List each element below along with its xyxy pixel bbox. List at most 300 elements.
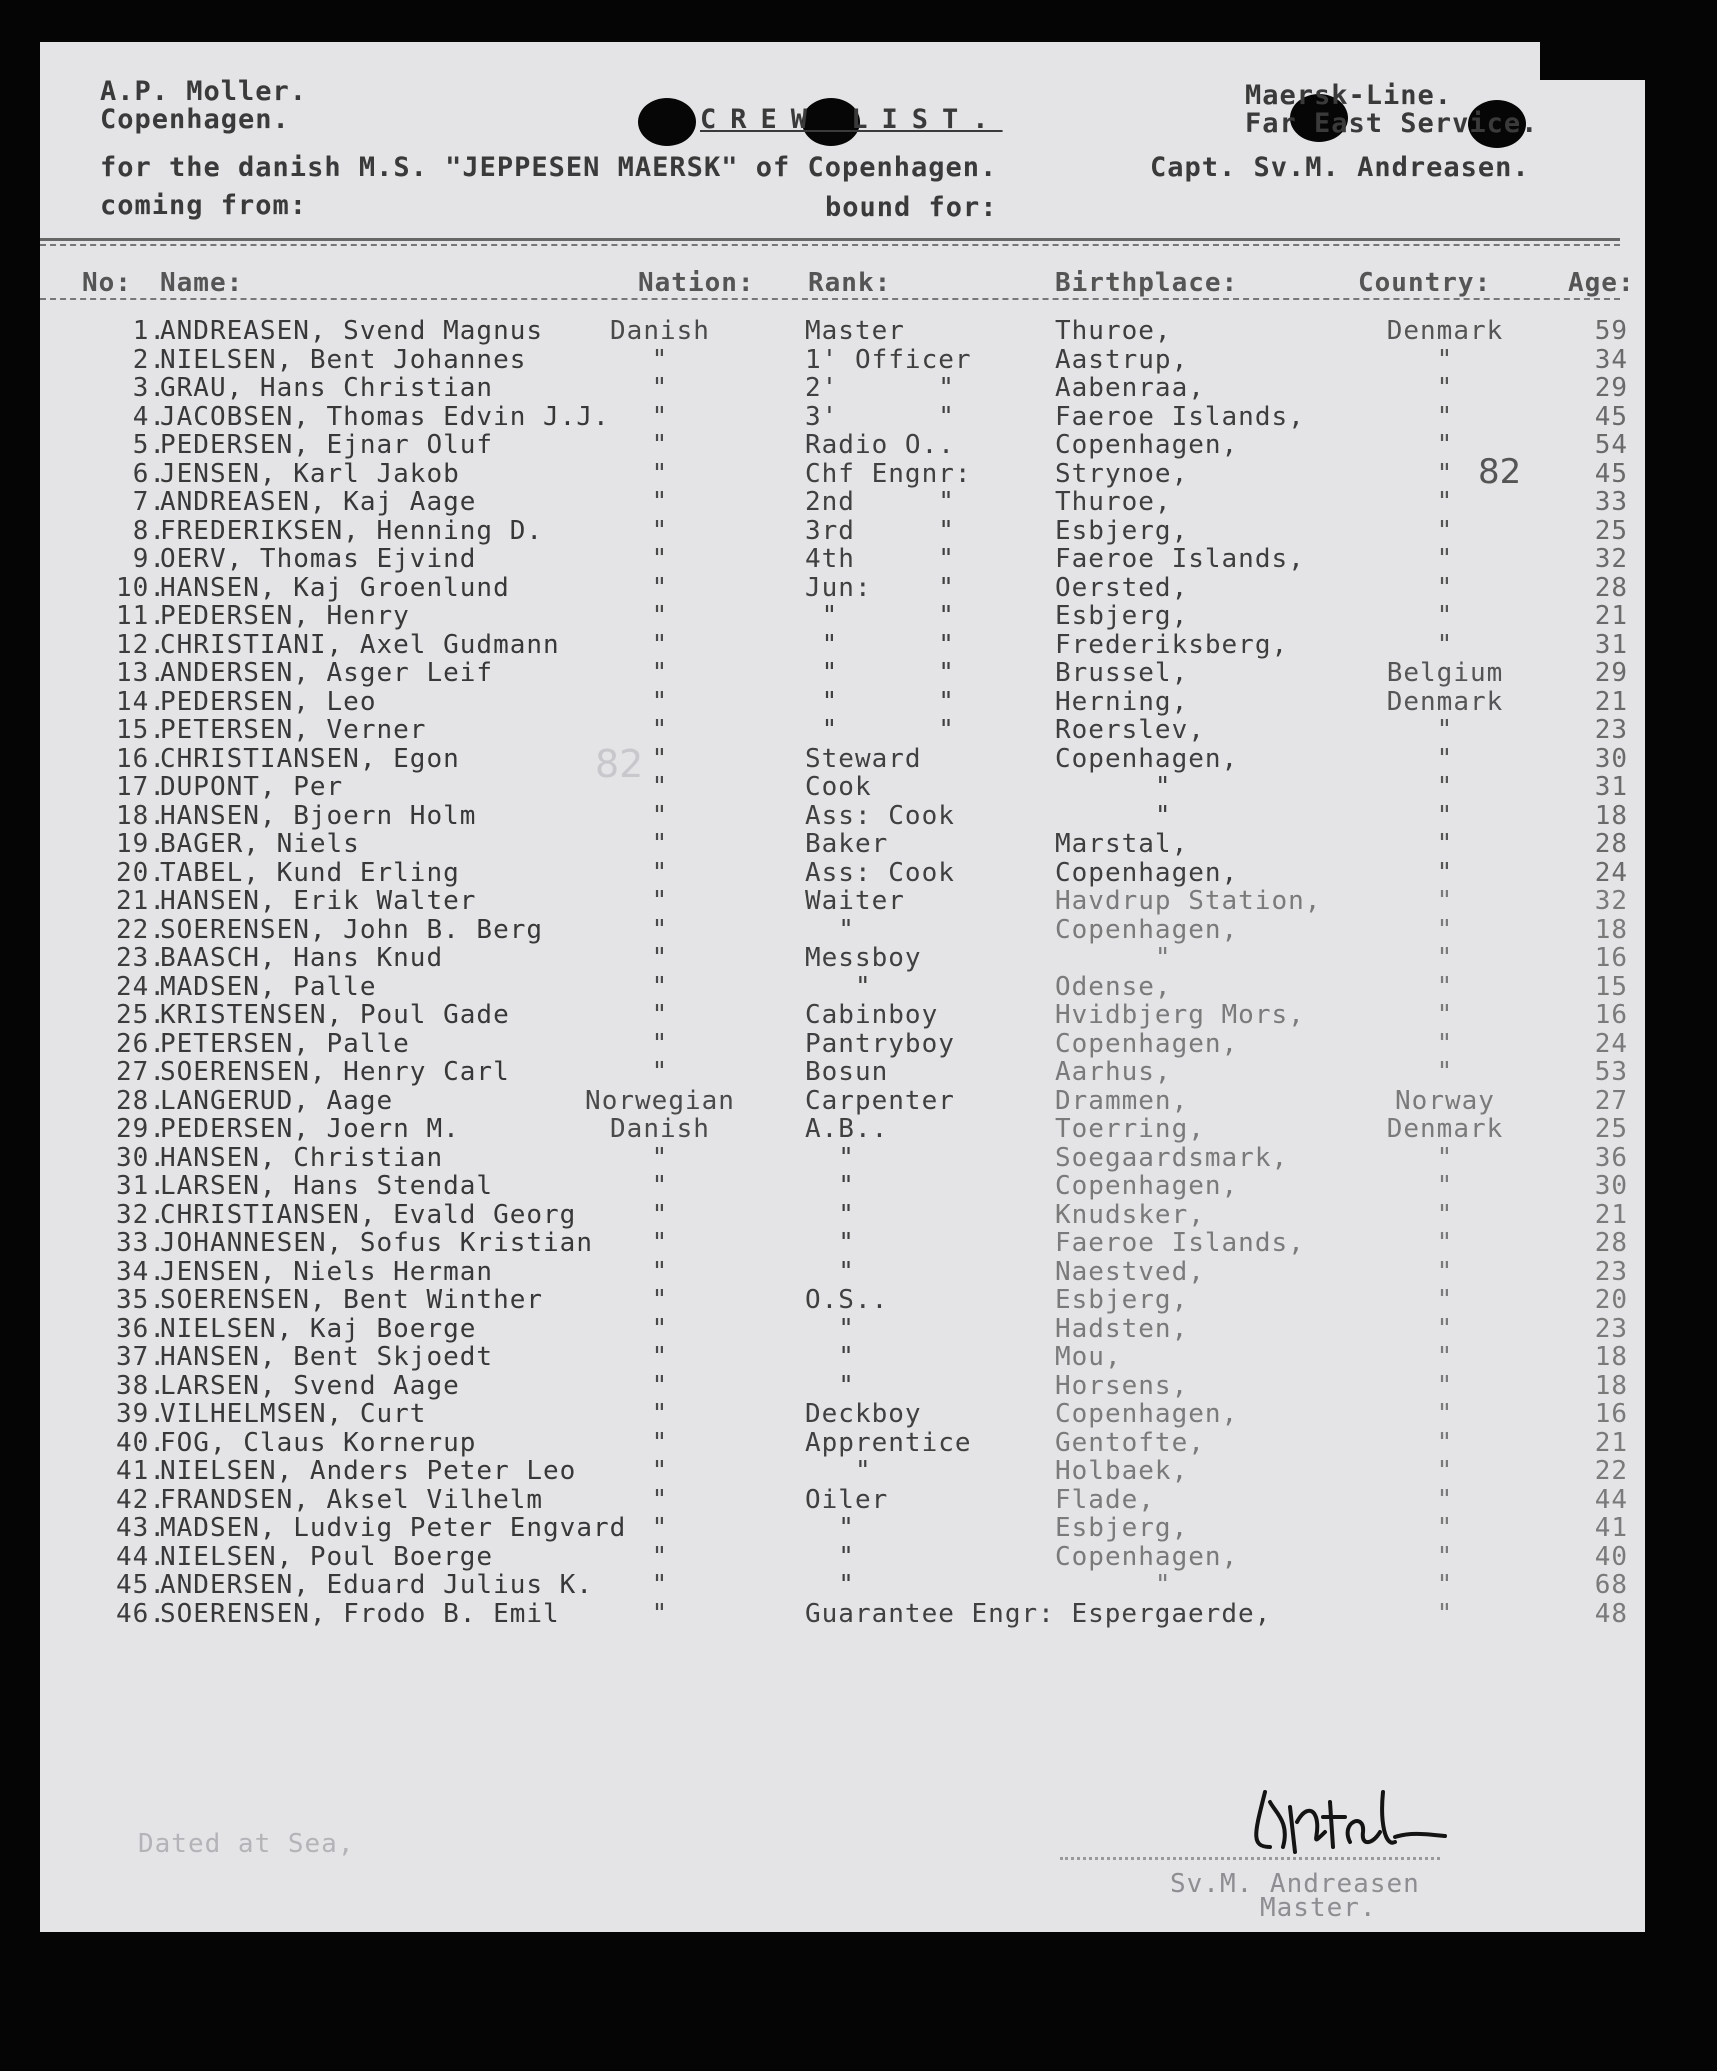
crew-name: JENSEN, Karl Jakob: [160, 458, 460, 489]
crew-age: 31: [1594, 629, 1628, 660]
crew-rank: ": [805, 1256, 855, 1287]
crew-age: 18: [1594, 800, 1628, 831]
crew-birthplace: Copenhagen,: [1055, 1399, 1239, 1429]
crew-nation: ": [651, 1456, 669, 1486]
crew-number: 4.: [132, 401, 166, 432]
crew-rank: Pantryboy: [805, 1028, 955, 1059]
crew-rank: 1' Officer: [805, 344, 972, 375]
crew-age: 30: [1594, 1171, 1628, 1201]
crew-name: DUPONT, Per: [160, 772, 344, 802]
crew-name: PEDERSEN, Henry: [160, 601, 410, 631]
crew-nation: Norwegian: [585, 1085, 735, 1116]
crew-age: 41: [1594, 1513, 1628, 1543]
crew-birthplace: Copenhagen,: [1055, 743, 1239, 774]
crew-age: 30: [1594, 743, 1628, 774]
crew-birthplace: Esbjerg,: [1055, 601, 1189, 631]
crew-name: KRISTENSEN, Poul Gade: [160, 1000, 510, 1030]
crew-age: 16: [1594, 943, 1628, 973]
crew-rank: ": [805, 1142, 855, 1173]
table-row: [40, 1570, 1645, 1598]
table-row: [40, 516, 1645, 544]
crew-birthplace: Toerring,: [1055, 1114, 1205, 1144]
crew-birthplace: Odense,: [1055, 971, 1172, 1002]
table-row: [40, 1342, 1645, 1370]
crew-country: ": [1436, 1570, 1454, 1600]
crew-country: Norway: [1395, 1085, 1495, 1116]
crew-country: ": [1436, 1142, 1454, 1173]
crew-number: 20.: [116, 857, 166, 888]
torn-corner: [1540, 42, 1645, 80]
table-row: [40, 459, 1645, 487]
crew-birthplace: Flade,: [1055, 1484, 1155, 1515]
crew-birthplace: Strynoe,: [1055, 458, 1189, 489]
handwritten-number: 82: [1478, 452, 1522, 492]
crew-number: 46.: [116, 1598, 166, 1629]
crew-number: 8.: [132, 515, 166, 546]
crew-nation: ": [651, 601, 669, 631]
table-row: [40, 316, 1645, 344]
table-row: [40, 801, 1645, 829]
crew-name: PEDERSEN, Leo: [160, 686, 377, 717]
document-title: CREW LIST.: [700, 104, 1003, 135]
crew-birthplace: Mou,: [1055, 1342, 1122, 1372]
crew-number: 15.: [116, 715, 166, 745]
crew-age: 23: [1594, 1313, 1628, 1344]
crew-country: Denmark: [1386, 316, 1504, 346]
crew-name: LARSEN, Svend Aage: [160, 1370, 460, 1401]
crew-age: 21: [1594, 686, 1628, 717]
crew-birthplace: Copenhagen,: [1055, 1028, 1239, 1059]
crew-name: MADSEN, Palle: [160, 971, 377, 1002]
crew-name: JOHANNESEN, Sofus Kristian: [160, 1228, 593, 1258]
crew-number: 19.: [116, 829, 166, 859]
crew-birthplace: Copenhagen,: [1055, 430, 1239, 460]
crew-number: 13.: [116, 658, 166, 688]
crew-name: JACOBSEN, Thomas Edvin J.J.: [160, 401, 610, 432]
crew-name: OERV, Thomas Ejvind: [160, 544, 477, 574]
crew-nation: ": [651, 1256, 669, 1287]
punch-hole: [638, 98, 696, 146]
table-row: [40, 1200, 1645, 1228]
crew-country: ": [1436, 743, 1454, 774]
table-row: [40, 1029, 1645, 1057]
crew-rank: ": [805, 1456, 872, 1486]
table-row: [40, 345, 1645, 373]
crew-birthplace: Aastrup,: [1055, 344, 1189, 375]
company-city: Copenhagen.: [100, 104, 290, 135]
table-row: [40, 1513, 1645, 1541]
crew-country: ": [1436, 629, 1454, 660]
company-name: A.P. Moller.: [100, 76, 308, 107]
stamp-number: 82: [595, 742, 644, 786]
table-row: [40, 858, 1645, 886]
bound-for-label: bound for:: [825, 192, 998, 223]
crew-number: 45.: [116, 1570, 166, 1600]
crew-name: PETERSEN, Palle: [160, 1028, 410, 1059]
crew-name: PEDERSEN, Ejnar Oluf: [160, 430, 494, 460]
crew-name: NIELSEN, Poul Boerge: [160, 1541, 494, 1572]
crew-nation: ": [651, 1057, 669, 1087]
crew-nation: ": [651, 914, 669, 945]
header-name: Name:: [160, 268, 244, 298]
crew-age: 18: [1594, 914, 1628, 945]
crew-number: 11.: [116, 601, 166, 631]
crew-country: ": [1436, 1171, 1454, 1201]
crew-country: ": [1436, 772, 1454, 802]
table-row: [40, 1257, 1645, 1285]
crew-age: 59: [1594, 316, 1628, 346]
crew-country: ": [1436, 1057, 1454, 1087]
crew-age: 48: [1594, 1598, 1628, 1629]
crew-nation: ": [651, 800, 669, 831]
crew-age: 45: [1594, 401, 1628, 432]
crew-country: ": [1436, 1199, 1454, 1230]
crew-country: ": [1436, 857, 1454, 888]
crew-rank: Jun: ": [805, 572, 955, 603]
crew-rank: ": [805, 1313, 855, 1344]
crew-country: ": [1436, 458, 1454, 489]
crew-number: 39.: [116, 1399, 166, 1429]
crew-number: 18.: [116, 800, 166, 831]
crew-rank: ": [805, 1199, 855, 1230]
crew-birthplace: ": [1055, 943, 1172, 973]
table-row: [40, 1456, 1645, 1484]
crew-rank: Baker: [805, 829, 889, 859]
crew-country: Belgium: [1386, 658, 1504, 688]
crew-rank: Ass: Cook: [805, 800, 955, 831]
crew-name: ANDREASEN, Kaj Aage: [160, 487, 477, 517]
crew-number: 31.: [116, 1171, 166, 1201]
crew-name: PETERSEN, Verner: [160, 715, 427, 745]
crew-rank: " ": [805, 629, 955, 660]
signature-image: [1245, 1762, 1475, 1862]
crew-age: 54: [1594, 430, 1628, 460]
crew-rank: Radio O..: [805, 430, 955, 460]
table-row: [40, 658, 1645, 686]
table-row: [40, 1371, 1645, 1399]
crew-name: MADSEN, Ludvig Peter Engvard: [160, 1513, 627, 1543]
crew-nation: ": [651, 544, 669, 574]
crew-name: CHRISTIANSEN, Evald Georg: [160, 1199, 577, 1230]
table-row: [40, 1057, 1645, 1085]
crew-name: SOERENSEN, Bent Winther: [160, 1285, 544, 1315]
crew-rank: 2' ": [805, 373, 955, 403]
crew-nation: ": [651, 857, 669, 888]
crew-country: ": [1436, 1342, 1454, 1372]
table-row: [40, 972, 1645, 1000]
table-row: [40, 630, 1645, 658]
crew-birthplace: Marstal,: [1055, 829, 1189, 859]
crew-nation: ": [651, 829, 669, 859]
table-row: [40, 1086, 1645, 1114]
crew-rank: Waiter: [805, 886, 905, 916]
crew-nation: ": [651, 344, 669, 375]
crew-rank: ": [805, 1570, 855, 1600]
crew-rank: " ": [805, 686, 955, 717]
crew-nation: ": [651, 886, 669, 916]
crew-country: ": [1436, 1484, 1454, 1515]
table-row: [40, 1143, 1645, 1171]
crew-rank: Messboy: [805, 943, 922, 973]
crew-nation: ": [651, 1171, 669, 1201]
crew-country: ": [1436, 1399, 1454, 1429]
crew-number: 1.: [132, 316, 166, 346]
crew-rank: 3rd ": [805, 515, 955, 546]
table-row: [40, 601, 1645, 629]
crew-nation: ": [651, 487, 669, 517]
crew-age: 20: [1594, 1285, 1628, 1315]
crew-country: Denmark: [1386, 1114, 1504, 1144]
crew-birthplace: Thuroe,: [1055, 316, 1172, 346]
crew-rank: 4th ": [805, 544, 955, 574]
crew-age: 23: [1594, 715, 1628, 745]
header-rule: [40, 238, 1620, 241]
crew-age: 21: [1594, 1199, 1628, 1230]
crew-name: VILHELMSEN, Curt: [160, 1399, 427, 1429]
crew-name: HANSEN, Kaj Groenlund: [160, 572, 510, 603]
column-headers: [40, 268, 1645, 296]
crew-birthplace: Faeroe Islands,: [1055, 544, 1305, 574]
crew-birthplace: Oersted,: [1055, 572, 1189, 603]
crew-nation: ": [651, 373, 669, 403]
crew-rank: 2nd ": [805, 487, 955, 517]
crew-rank: " ": [805, 715, 955, 745]
crew-name: JENSEN, Niels Herman: [160, 1256, 494, 1287]
signatory-title: Master.: [1260, 1893, 1377, 1923]
crew-name: PEDERSEN, Joern M.: [160, 1114, 460, 1144]
crew-country: ": [1436, 1228, 1454, 1258]
crew-birthplace: Soegaardsmark,: [1055, 1142, 1289, 1173]
crew-birthplace: Drammen,: [1055, 1085, 1189, 1116]
crew-name: HANSEN, Bjoern Holm: [160, 800, 477, 831]
table-row: [40, 1485, 1645, 1513]
crew-name: FRANDSEN, Aksel Vilhelm: [160, 1484, 544, 1515]
table-row: [40, 915, 1645, 943]
crew-country: ": [1436, 943, 1454, 973]
header-country: Country:: [1358, 268, 1492, 298]
crew-country: ": [1436, 1598, 1454, 1629]
crew-birthplace: Aabenraa,: [1055, 373, 1205, 403]
table-row: [40, 1599, 1645, 1627]
crew-name: GRAU, Hans Christian: [160, 373, 494, 403]
table-row: [40, 1228, 1645, 1256]
crew-rank: ": [805, 1370, 855, 1401]
crew-number: 25.: [116, 1000, 166, 1030]
header-rule: [40, 244, 1620, 246]
crew-number: 36.: [116, 1313, 166, 1344]
crew-nation: ": [651, 1313, 669, 1344]
crew-age: 27: [1594, 1085, 1628, 1116]
crew-country: ": [1436, 1028, 1454, 1059]
crew-country: ": [1436, 1285, 1454, 1315]
crew-birthplace: Horsens,: [1055, 1370, 1189, 1401]
crew-name: CHRISTIANSEN, Egon: [160, 743, 460, 774]
crew-rank: Cook: [805, 772, 872, 802]
crew-number: 23.: [116, 943, 166, 973]
crew-name: CHRISTIANI, Axel Gudmann: [160, 629, 560, 660]
table-row: [40, 1000, 1645, 1028]
crew-rank: O.S..: [805, 1285, 889, 1315]
crew-rank: Bosun: [805, 1057, 889, 1087]
crew-number: 40.: [116, 1427, 166, 1458]
crew-name: SOERENSEN, John B. Berg: [160, 914, 544, 945]
table-row: [40, 687, 1645, 715]
crew-birthplace: Copenhagen,: [1055, 1541, 1239, 1572]
crew-age: 29: [1594, 658, 1628, 688]
crew-number: 16.: [116, 743, 166, 774]
crew-country: ": [1436, 1000, 1454, 1030]
crew-nation: ": [651, 943, 669, 973]
crew-number: 32.: [116, 1199, 166, 1230]
crew-number: 38.: [116, 1370, 166, 1401]
crew-rank: " ": [805, 658, 955, 688]
crew-nation: ": [651, 1342, 669, 1372]
header-no: No:: [82, 268, 132, 298]
crew-name: SOERENSEN, Henry Carl: [160, 1057, 510, 1087]
crew-name: NIELSEN, Kaj Boerge: [160, 1313, 477, 1344]
crew-birthplace: ": [1055, 1570, 1172, 1600]
table-row: [40, 1399, 1645, 1427]
crew-birthplace: Hadsten,: [1055, 1313, 1189, 1344]
crew-age: 24: [1594, 857, 1628, 888]
coming-from-label: coming from:: [100, 190, 308, 221]
line-name: Maersk-Line.: [1245, 80, 1453, 111]
crew-rank: ": [805, 1171, 855, 1201]
crew-name: HANSEN, Bent Skjoedt: [160, 1342, 494, 1372]
table-row: [40, 886, 1645, 914]
crew-nation: ": [651, 1228, 669, 1258]
crew-age: 32: [1594, 544, 1628, 574]
crew-name: ANDERSEN, Eduard Julius K.: [160, 1570, 593, 1600]
crew-age: 36: [1594, 1142, 1628, 1173]
vessel-line: for the danish M.S. "JEPPESEN MAERSK" of Copenhagen.: [100, 152, 998, 183]
crew-age: 32: [1594, 886, 1628, 916]
crew-birthplace: Naestved,: [1055, 1256, 1205, 1287]
crew-age: 68: [1594, 1570, 1628, 1600]
crew-number: 17.: [116, 772, 166, 802]
crew-number: 24.: [116, 971, 166, 1002]
crew-birthplace: Aarhus,: [1055, 1057, 1172, 1087]
table-row: [40, 744, 1645, 772]
table-row: [40, 772, 1645, 800]
crew-age: 18: [1594, 1370, 1628, 1401]
crew-number: 28.: [116, 1085, 166, 1116]
header-nation: Nation:: [638, 268, 755, 298]
crew-age: 45: [1594, 458, 1628, 489]
crew-number: 33.: [116, 1228, 166, 1258]
crew-birthplace: Faeroe Islands,: [1055, 401, 1305, 432]
crew-nation: ": [651, 572, 669, 603]
crew-rank: 3' ": [805, 401, 955, 432]
crew-nation: ": [651, 743, 669, 774]
crew-nation: ": [651, 1028, 669, 1059]
crew-nation: ": [651, 1570, 669, 1600]
header-rank: Rank:: [808, 268, 892, 298]
crew-country: ": [1436, 829, 1454, 859]
crew-country: ": [1436, 430, 1454, 460]
crew-rank: Apprentice: [805, 1427, 972, 1458]
crew-birthplace: Esbjerg,: [1055, 515, 1189, 546]
crew-number: 27.: [116, 1057, 166, 1087]
crew-age: 40: [1594, 1541, 1628, 1572]
crew-birthplace: Copenhagen,: [1055, 914, 1239, 945]
crew-number: 29.: [116, 1114, 166, 1144]
crew-age: 24: [1594, 1028, 1628, 1059]
crew-name: NIELSEN, Anders Peter Leo: [160, 1456, 577, 1486]
crew-nation: ": [651, 686, 669, 717]
crew-nation: ": [651, 1399, 669, 1429]
header-age: Age:: [1568, 268, 1635, 298]
crew-age: 28: [1594, 829, 1628, 859]
crew-name: TABEL, Kund Erling: [160, 857, 460, 888]
crew-country: ": [1436, 373, 1454, 403]
service-name: Far East Service.: [1245, 108, 1539, 139]
crew-country: ": [1436, 1456, 1454, 1486]
crew-country: ": [1436, 800, 1454, 831]
crew-rank: ": [805, 971, 872, 1002]
crew-age: 34: [1594, 344, 1628, 375]
crew-age: 28: [1594, 572, 1628, 603]
crew-age: 25: [1594, 1114, 1628, 1144]
crew-number: 30.: [116, 1142, 166, 1173]
crew-nation: ": [651, 1000, 669, 1030]
crew-birthplace: Thuroe,: [1055, 487, 1172, 517]
crew-rank: Deckboy: [805, 1399, 922, 1429]
table-row: [40, 573, 1645, 601]
table-row: [40, 1285, 1645, 1313]
crew-age: 15: [1594, 971, 1628, 1002]
crew-country: ": [1436, 487, 1454, 517]
crew-nation: ": [651, 1598, 669, 1629]
crew-number: 2.: [132, 344, 166, 375]
crew-nation: ": [651, 971, 669, 1002]
crew-birthplace: Brussel,: [1055, 658, 1189, 688]
crew-nation: ": [651, 1427, 669, 1458]
crew-number: 21.: [116, 886, 166, 916]
column-rule: [40, 298, 1620, 300]
crew-number: 14.: [116, 686, 166, 717]
crew-name: BAASCH, Hans Knud: [160, 943, 444, 973]
crew-nation: ": [651, 1484, 669, 1515]
crew-age: 33: [1594, 487, 1628, 517]
crew-age: 29: [1594, 373, 1628, 403]
crew-rank: ": [805, 1228, 855, 1258]
crew-age: 21: [1594, 601, 1628, 631]
crew-number: 37.: [116, 1342, 166, 1372]
crew-number: 44.: [116, 1541, 166, 1572]
crew-number: 22.: [116, 914, 166, 945]
crew-nation: ": [651, 772, 669, 802]
crew-rank: Carpenter: [805, 1085, 955, 1116]
crew-country: ": [1436, 715, 1454, 745]
table-row: [40, 1542, 1645, 1570]
crew-nation: ": [651, 1199, 669, 1230]
crew-age: 44: [1594, 1484, 1628, 1515]
crew-birthplace: Gentofte,: [1055, 1427, 1205, 1458]
crew-rank: A.B..: [805, 1114, 889, 1144]
crew-rank: ": [805, 1342, 855, 1372]
crew-rank: Steward: [805, 743, 922, 774]
crew-nation: ": [651, 401, 669, 432]
crew-nation: Danish: [610, 316, 710, 346]
crew-name: LARSEN, Hans Stendal: [160, 1171, 494, 1201]
crew-number: 35.: [116, 1285, 166, 1315]
crew-nation: Danish: [610, 1114, 710, 1144]
crew-nation: ": [651, 629, 669, 660]
crew-country: ": [1436, 515, 1454, 546]
crew-number: 7.: [132, 487, 166, 517]
crew-number: 9.: [132, 544, 166, 574]
